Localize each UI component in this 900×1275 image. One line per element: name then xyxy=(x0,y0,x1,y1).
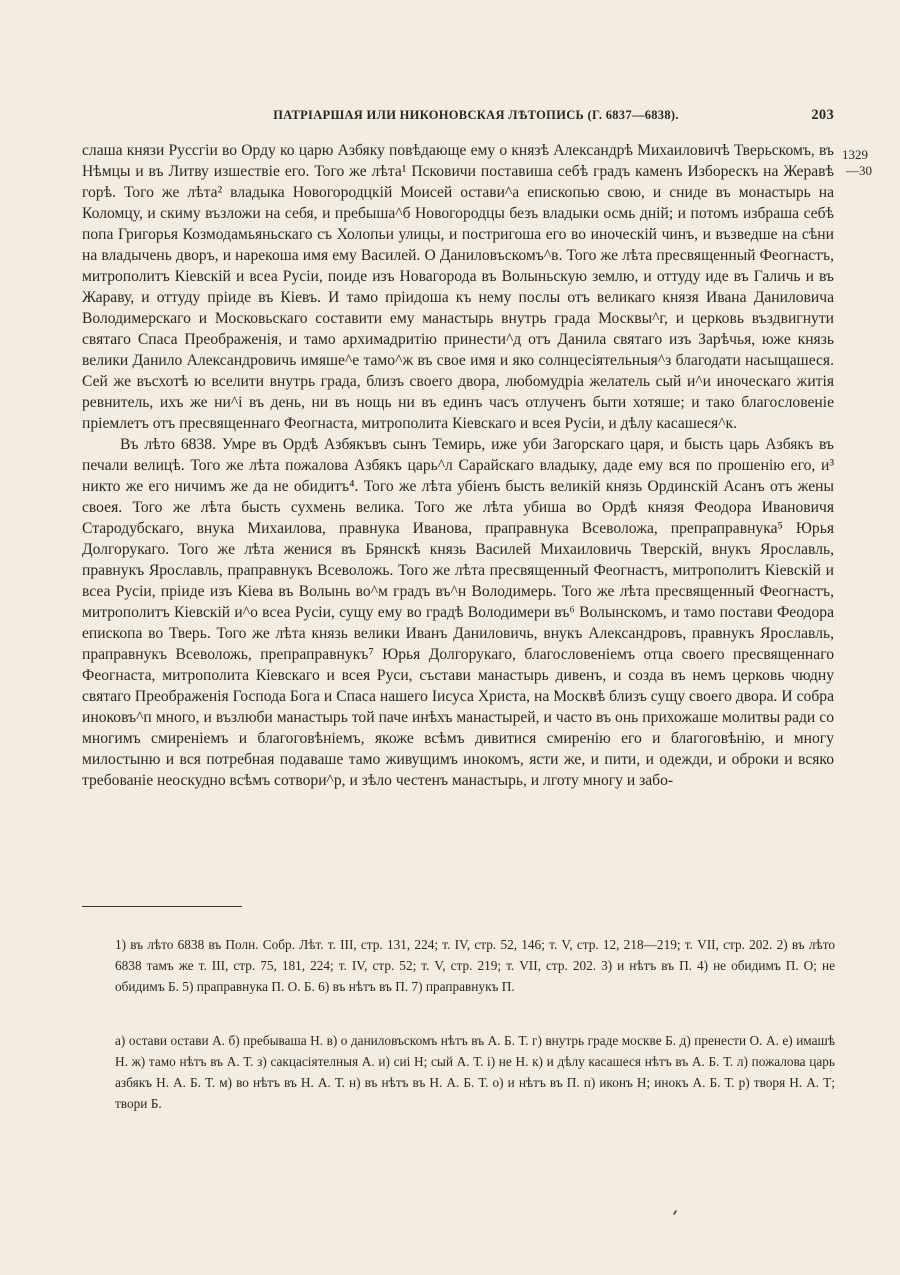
margin-year: 1329 xyxy=(842,147,868,162)
main-text xyxy=(82,140,834,791)
print-speck xyxy=(673,1210,677,1215)
margin-year-continuation: —30 xyxy=(846,163,872,178)
lettered-variant-notes xyxy=(115,1030,835,1114)
running-title: ПАТРІАРШАЯ ИЛИ НИКОНОВСКАЯ ЛѢТОПИСЬ (Г. 6837—6838). xyxy=(273,108,679,122)
footnote-divider xyxy=(82,906,242,907)
running-header xyxy=(118,108,834,128)
numbered-footnotes xyxy=(115,934,835,997)
variant-note-text: а) остави остави А. б) пребываша Н. в) о даниловъскомъ нѣтъ въ А. Б. Т. г) внутрь граде москве Б. д) пренести О. А. е) имашѣ Н. ж) тамо нѣтъ въ А. Т. з) сакцасіятелныя А. и) сиі Н; сый А. Т. і) не Н. к) и дѣлу касашеся нѣтъ въ А. Б. Т. л) пожалова царь азбякъ Н. А. Б. Т. м) во нѣтъ въ Н. А. Т. н) въ нѣтъ въ Н. А. Б. Т. о) и нѣтъ въ П. п) иконъ Н; инокъ А. Б. Т. р) творя Н. А. Т; твори Б. xyxy=(115,1033,835,1111)
paragraph: Въ лѣто 6838. Умре въ Ордѣ Азбякъвъ сынъ Темирь, иже уби Загорскаго царя, и бысть царь Азбякъ въ печали велицѣ. Того же лѣта пожалова Азбякъ царь^л Сарайскаго владыку, даде ему вся по прошенію его, и³ никто же его ничимъ же да не обидитъ⁴. Того же лѣта убіенъ бысть великій князь Ординскій Асанъ отъ жены своея. Того же лѣта бысть сухмень велика. Того же лѣта убиша во Ордѣ князя Феодора Ивановичя Стародубскаго, внука Михаилова, правнука Иванова, праправнука Всеволожа, препраправнука⁵ Юрья Долгорукаго. Того же лѣта женися въ Брянскѣ князь Василей Михаиловичь Тверскій, внукъ Ярославль, правнукъ Ярославль, праправнукъ Всеволожь. Того же лѣта пресвященный Феогнастъ, митрополитъ Кіевскій и всеа Русіи, пріиде изъ Кіева въ Волынь во^м градъ въ^н Володимерь. Того же лѣта пресвященный Феогнастъ, митрополитъ Кіевскій и^о всеа Русіи, сущу ему во градѣ Володимери въ⁶ Волынскомъ, и тамо постави Феодора епископа во Тверь. Того же лѣта князь велики Иванъ Даниловичь, внукъ Александровъ, правнукъ Ярославль, праправнукъ Всеволожь, препраправнукъ⁷ Юрья Долгорукаго, благословеніемъ отца своего пресвященнаго Феогнаста, митрополита Кіевскаго и всея Руси, състави манастырь дивенъ, и созда въ немъ церковь чюдну святаго Преображенія Господа Бога и Спаса нашего Іисуса Христа, на Москвѣ близъ сущу своего двора. И собра иноковъ^п много, и възлюби манастырь той паче инѣхъ манастырей, и часто въ онь прихожаше молитвы ради со многимъ смиреніемъ и благоговѣніемъ, якоже всѣмъ дивитися смиренію его и благоговѣнію, и многу милостыню и вся потребная подаваше тамо живущимъ инокомъ, ясти же, и пити, и одежди, и оброки и всяко требованіе неоскудно всѣмъ сотвори^р, и зѣло честенъ манастырь, и лготу многу и забо- xyxy=(82,436,834,789)
footnote-text: 1) въ лѣто 6838 въ Полн. Собр. Лѣт. т. III, стр. 131, 224; т. IV, стр. 52, 146; т. V, стр. 12, 218—219; т. VII, стр. 202. 2) въ лѣто 6838 тамъ же т. III, стр. 75, 181, 224; т. IV, стр. 52; т. V, стр. 219; т. VII, стр. 202. 3) и нѣтъ въ П. 4) не обидимъ П. О; не обидимъ Б. 5) праправнука П. О. Б. 6) въ нѣтъ въ П. 7) праправнукъ П. xyxy=(115,937,835,994)
page-number: 203 xyxy=(811,107,834,123)
paragraph: слаша князи Руссгіи во Орду ко царю Азбяку повѣдающе ему о князѣ Александрѣ Михаиловичѣ Тверьскомъ, въ Нѣмцы и въ Литву изшествіе его. Того же лѣта¹ Псковичи поставиша себѣ градъ каменъ Изборескъ на Жеравѣ горѣ. Того же лѣта² владыка Новогородцкій Моисей остави^а епископью свою, и сниде въ монастырь на Коломцу, и скиму възложи на себя, и пребыша^б Новогородцы безъ владыки осмь дній; и потомъ избраша себѣ попа Григорья Козмодамьяньскаго съ Холопьи улицы, и постригоша его во иноческій чинъ, и възведше на сѣни на владычень дворъ, и нарекоша имя ему Василей. О Даниловъскомъ^в. Того же лѣта пресвященный Феогнастъ, митрополитъ Кіевскій и всеа Русіи, поиде изъ Новагорода въ Волыньскую землю, и оттуду иде въ Галичь и въ Жараву, и оттуду пріиде въ Кіевъ. И тамо пріидоша къ нему послы отъ великаго князя Ивана Даниловича Володимерскаго и Московьскаго составити ему манастырь внутрь града Москвы^г, и церковь въздвигнути святаго Спаса Преображенія, и тамо архимадритію принести^д отъ Данила святаго изъ Зарѣчья, юже князь велики Данило Александровичь имяше^е тамо^ж въ свое имя и яко солнцесіятельныя^з благодати насыщашеся. Сей же въсхотѣ ю вселити внутрь града, близъ своего двора, любомудріа желатель сый и^и иноческаго житія ревнитель, ихъ же ни^і въ день, ни въ нощь ни въ единъ часъ отлученъ быти хотяше; и тако благословеніе пріемлетъ отъ пресвященнаго Феогнаста, митрополита Кіевскаго и всея Русіи, и дѣлу касашеся^к. xyxy=(82,142,834,432)
